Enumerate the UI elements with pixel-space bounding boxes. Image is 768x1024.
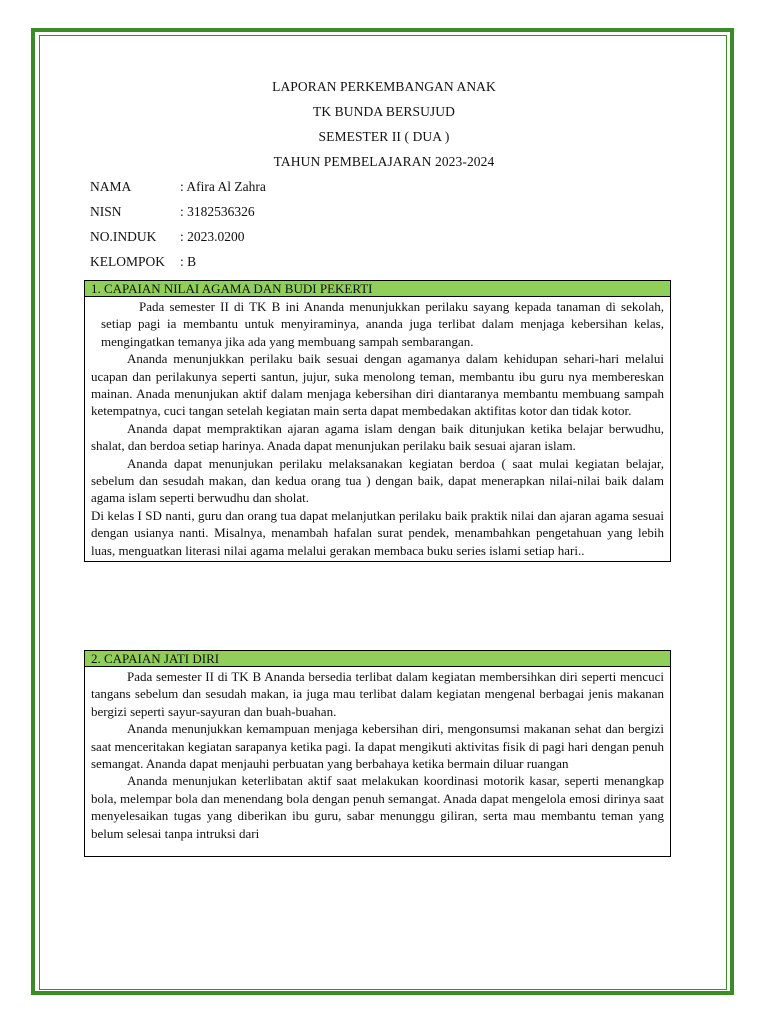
semester-label: SEMESTER II ( DUA ): [318, 129, 450, 144]
paragraph: Pada semester II di TK B Ananda bersedia terlibat dalam kegiatan membersihkan diri seperti mencuci tangans sebelum dan sesudah makan, ia juga mau terlibat dalam kegiatan mengenal berbagai jenis makanan bergizi seperti sayur-sayuran dan buah-buahan.: [91, 669, 664, 719]
nisn-label: NISN: [90, 204, 122, 219]
section-religion-title: 1. CAPAIAN NILAI AGAMA DAN BUDI PEKERTI: [85, 281, 670, 297]
report-title: LAPORAN PERKEMBANGAN ANAK: [272, 79, 496, 94]
paragraph: Ananda dapat menunjukan perilaku melaksanakan kegiatan berdoa ( saat mulai kegiatan belajar, sebelum dan sesudah makan, dan kedua orang tua ) dengan baik, dapat menerapkan nilai-nilai baik dalam agama islam seperti berwudhu dan sholat.: [91, 455, 664, 506]
paragraph: Pada semester II di TK B ini Ananda menunjukkan perilaku sayang kepada tanaman di sekolah, setiap pagi ia membantu untuk menyiraminya, ananda juga terlibat dalam menjaga kebersihan kelas, mengingatkan temanya jika ada yang membuang sampah sembarangan.: [101, 299, 664, 349]
name-label: NAMA: [90, 179, 132, 194]
academic-year: TAHUN PEMBELAJARAN 2023-2024: [273, 154, 495, 169]
section-religion-body: [85, 297, 670, 561]
kelompok-label: KELOMPOK: [90, 254, 166, 269]
paragraph: Ananda menunjukan keterlibatan aktif saat melakukan koordinasi motorik kasar, seperti menangkap bola, melempar bola dan menendang bola dengan penuh semangat. Anada dapat mengelola emosi dirinya saat menyelesaikan tugas yang diberikan ibu guru, sabar menunggu giliran, serta mau membantu teman yang belum selesai tanpa intruksi dari: [91, 773, 664, 841]
paragraph: Ananda menunjukkan perilaku baik sesuai dengan agamanya dalam kehidupan sehari-hari melalui ucapan dan perilakunya seperti santun, jujur, suka menolong teman, membantu ibu guru nya membereskan mainan. Anada menunjukan aktif dalam menjaga kebersihan diri diantaranya membantu membuang sampah ketempatnya, cuci tangan setelah kegiatan main serta dapat membedakan aktifitas kotor dan tidak kotor.: [91, 351, 664, 419]
section-religion-values: [84, 280, 671, 562]
paragraph: Ananda menunjukkan kemampuan menjaga kebersihan diri, mengonsumsi makanan sehat dan bergizi saat menceritakan kegiatan sarapanya ketika pagi. Ia dapat mengikuti aktivitas fisik di pagi hari dengan penuh semangat. Ananda dapat menjauhi perbuatan yang berbahaya ketika bermain diluar ruangan: [91, 721, 664, 772]
name-value: : Afira Al Zahra: [180, 179, 266, 194]
kelompok-value: : B: [180, 254, 197, 269]
school-name: TK BUNDA BERSUJUD: [313, 104, 455, 119]
paragraph: Di kelas I SD nanti, guru dan orang tua dapat melanjutkan perilaku baik praktik nilai dan ajaran agama sesuai dengan usianya nanti. Misalnya, menambah hafalan surat pendek, menambahkan pengetahuan yang lebih luas, menguatkan literasi nilai agama melalui gerakan membaca buku series islami setiap hari..: [91, 507, 664, 558]
induk-label: NO.INDUK: [90, 229, 157, 244]
induk-value: : 2023.0200: [180, 229, 245, 244]
paragraph: Ananda dapat mempraktikan ajaran agama islam dengan baik ditunjukan ketika belajar berwudhu, shalat, dan berdoa setiap harinya. Anada dapat menunjukan perilaku baik sesuai ajaran islam.: [91, 420, 664, 454]
section-identity-title: 2. CAPAIAN JATI DIRI: [85, 651, 670, 667]
section-self-identity: [84, 650, 671, 857]
nisn-value: : 3182536326: [180, 204, 255, 219]
section-identity-body: [85, 667, 670, 844]
